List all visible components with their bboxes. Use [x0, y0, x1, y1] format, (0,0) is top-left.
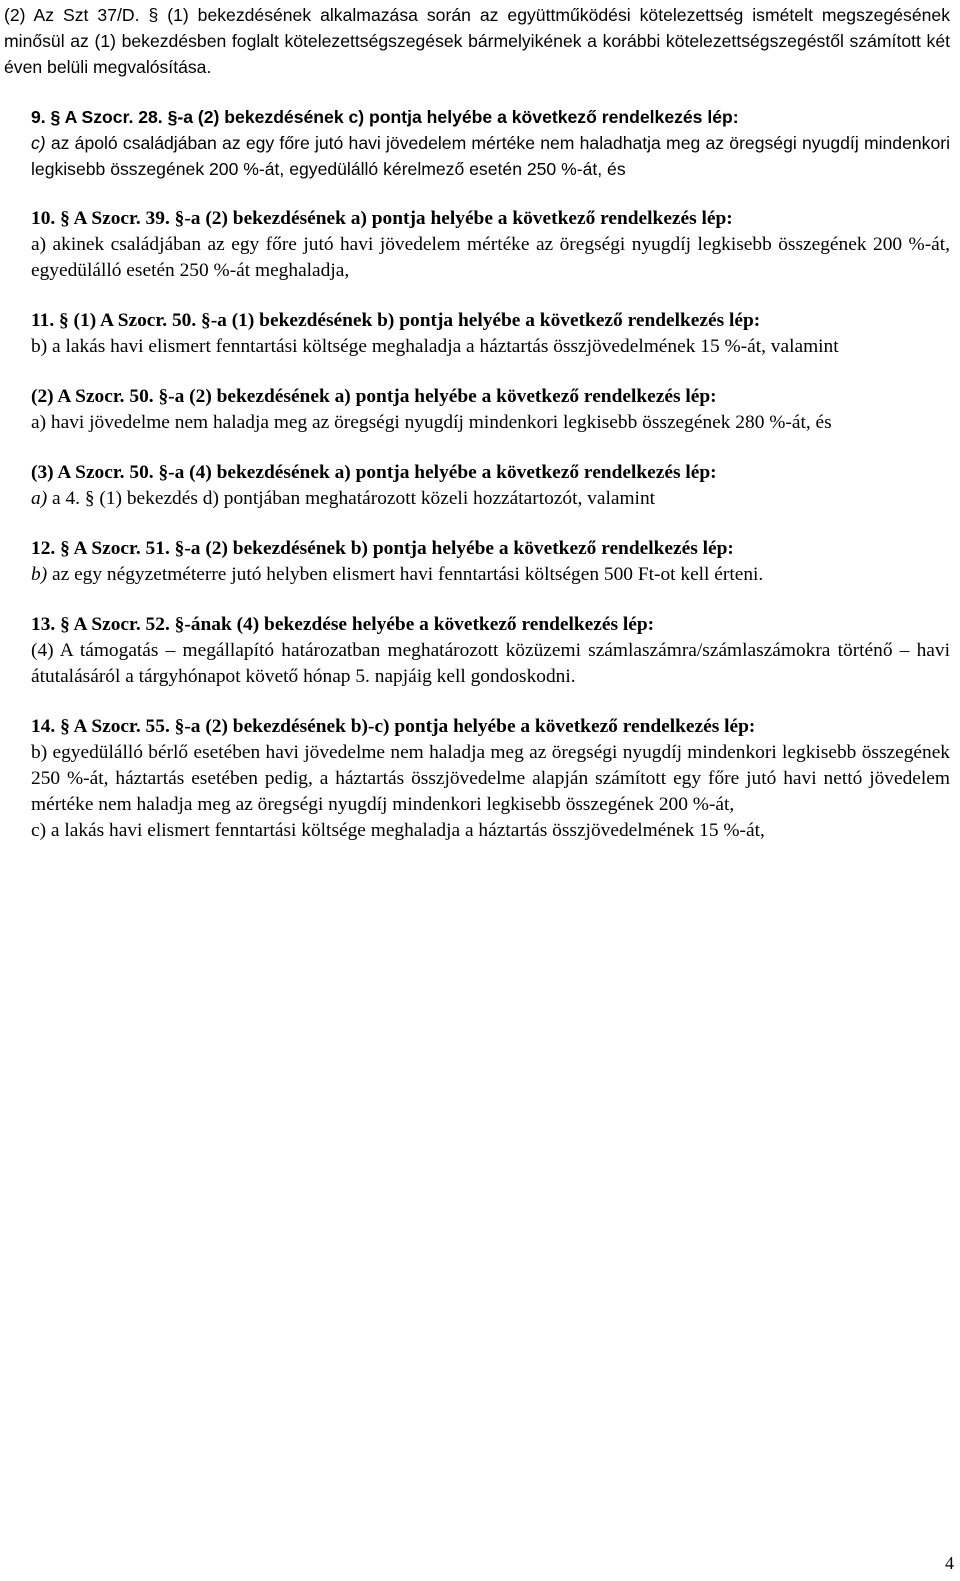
section-body-text: b) egyedülálló bérlő esetében havi jövedelme nem haladja meg az öregségi nyugdíj mindenkori legkisebb összegének 250 %-át, háztartás esetében pedig, a háztartás összjövedelme alapján számított egy főre jutó havi nettó jövedelem mértéke nem haladja meg az öregségi nyugdíj mindenkori legkisebb összegének 200 %-át,: [31, 742, 950, 815]
page-number: 4: [945, 1553, 954, 1573]
section-11-3: [4, 460, 950, 512]
section-body: [4, 562, 950, 588]
section-heading: 11. § (1) A Szocr. 50. §-a (1) bekezdésének b) pontja helyébe a következő rendelkezés lép:: [31, 310, 761, 331]
section-heading: 14. § A Szocr. 55. §-a (2) bekezdésének b)-c) pontja helyébe a következő rendelkezés lép:: [31, 716, 756, 737]
section-body: [4, 130, 950, 182]
section-heading: 9. § A Szocr. 28. §-a (2) bekezdésének c) pontja helyébe a következő rendelkezés lép:: [31, 107, 739, 127]
section-14: [4, 714, 950, 844]
section-body-text: b) a lakás havi elismert fenntartási költsége meghaladja a háztartás összjövedelmének 15 %-át, valamint: [31, 336, 839, 357]
intro-paragraph: (2) Az Szt 37/D. § (1) bekezdésének alkalmazása során az együttműködési kötelezettség ismételt megszegésének minősül az (1) bekezdésben foglalt kötelezettségszegések bármelyikének a korábbi kötelezettségszegéstől számított két éven belüli megvalósítása.: [4, 5, 950, 77]
section-13: [4, 612, 950, 690]
section-11-2: [4, 384, 950, 436]
section-heading: 13. § A Szocr. 52. §-ának (4) bekezdése helyébe a következő rendelkezés lép:: [31, 614, 655, 635]
section-body-text: a 4. § (1) bekezdés d) pontjában meghatározott közeli hozzátartozót, valamint: [47, 488, 656, 509]
document-page: [4, 0, 950, 868]
point-marker: a): [31, 488, 48, 509]
section-body-text: az ápoló családjában az egy főre jutó havi jövedelem mértéke nem haladhatja meg az öregségi nyugdíj mindenkori legkisebb összegének 200 %-át, egyedülálló kérelmező esetén 250 %-át, és: [31, 133, 950, 179]
point-marker: c): [31, 133, 46, 153]
section-body-text: a) havi jövedelme nem haladja meg az öregségi nyugdíj mindenkori legkisebb összegének 280 %-át, és: [31, 412, 832, 433]
section-heading: (2) A Szocr. 50. §-a (2) bekezdésének a) pontja helyébe a következő rendelkezés lép:: [31, 386, 717, 407]
point-marker: b): [31, 564, 48, 585]
section-9: [4, 104, 950, 182]
section-body-text: az egy négyzetméterre jutó helyben elismert havi fenntartási költségen 500 Ft-ot kell érteni.: [47, 564, 764, 585]
section-body-text: a) akinek családjában az egy főre jutó havi jövedelem mértéke az öregségi nyugdíj legkisebb összegének 200 %-át, egyedülálló esetén 250 %-át meghaladja,: [31, 234, 950, 281]
section-12: [4, 536, 950, 588]
section-body: [4, 486, 950, 512]
section-10: [4, 206, 950, 284]
section-heading: 12. § A Szocr. 51. §-a (2) bekezdésének b) pontja helyébe a következő rendelkezés lép:: [31, 538, 734, 559]
section-11: [4, 308, 950, 360]
section-heading: 10. § A Szocr. 39. §-a (2) bekezdésének a) pontja helyébe a következő rendelkezés lép:: [31, 208, 733, 229]
section-body-text: (4) A támogatás – megállapító határozatban meghatározott közüzemi számlaszámra/számlaszámokra történő – havi átutalásáról a tárgyhónapot követő hónap 5. napjáig kell gondoskodni.: [31, 640, 950, 687]
section-body-text-2: c) a lakás havi elismert fenntartási költsége meghaladja a háztartás összjövedelmének 15 %-át,: [31, 820, 765, 841]
section-heading: (3) A Szocr. 50. §-a (4) bekezdésének a) pontja helyébe a következő rendelkezés lép:: [31, 462, 717, 483]
